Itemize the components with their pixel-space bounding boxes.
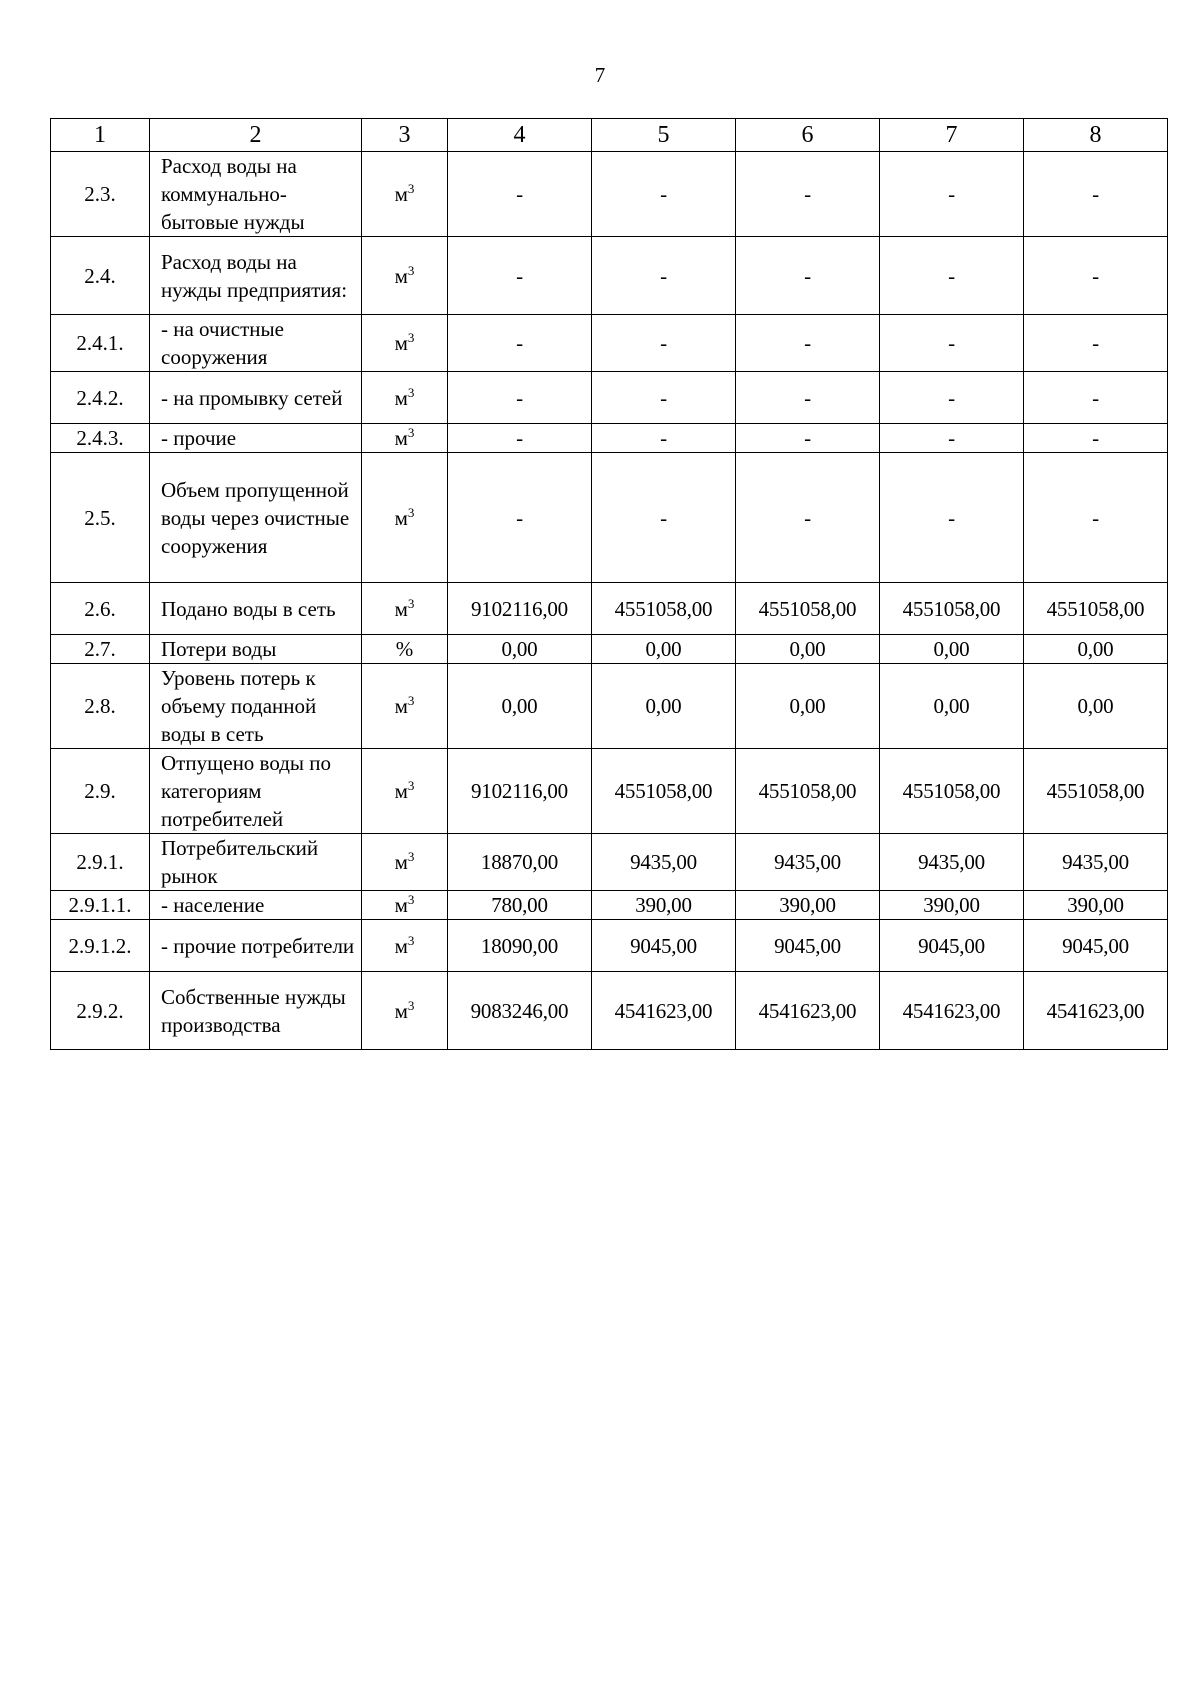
row-value: 390,00 bbox=[592, 891, 736, 920]
row-value: - bbox=[880, 152, 1024, 237]
column-header: 5 bbox=[592, 119, 736, 152]
row-value: 4551058,00 bbox=[880, 583, 1024, 635]
unit-superscript: 3 bbox=[407, 504, 415, 520]
row-value: - bbox=[592, 424, 736, 453]
row-value: - bbox=[880, 453, 1024, 583]
unit-base: м bbox=[394, 182, 408, 206]
unit-superscript: 3 bbox=[407, 262, 415, 278]
row-value: 9045,00 bbox=[1024, 920, 1168, 972]
row-value: 390,00 bbox=[880, 891, 1024, 920]
unit-superscript: 3 bbox=[407, 932, 415, 948]
row-unit bbox=[362, 972, 448, 1050]
row-value: - bbox=[448, 372, 592, 424]
row-code: 2.9.2. bbox=[51, 972, 150, 1050]
row-unit bbox=[362, 315, 448, 372]
row-unit bbox=[362, 372, 448, 424]
row-value: - bbox=[448, 315, 592, 372]
table-row bbox=[51, 372, 1168, 424]
column-header: 7 bbox=[880, 119, 1024, 152]
row-name: - прочие потребители bbox=[150, 920, 362, 972]
unit-base: м bbox=[394, 331, 408, 355]
table-row bbox=[51, 237, 1168, 315]
row-name: Уровень потерь к объему поданной воды в сеть bbox=[150, 664, 362, 749]
unit-superscript: 3 bbox=[407, 595, 415, 611]
row-unit bbox=[362, 749, 448, 834]
row-value: - bbox=[880, 237, 1024, 315]
row-value: 780,00 bbox=[448, 891, 592, 920]
row-unit bbox=[362, 664, 448, 749]
row-value: - bbox=[1024, 315, 1168, 372]
row-value: - bbox=[1024, 453, 1168, 583]
row-value: 18870,00 bbox=[448, 834, 592, 891]
row-value: 4551058,00 bbox=[736, 583, 880, 635]
row-value: 0,00 bbox=[448, 635, 592, 664]
unit-base: м bbox=[394, 505, 408, 530]
row-name: Отпущено воды по категориям потребителей bbox=[150, 749, 362, 834]
table-body bbox=[51, 152, 1168, 1050]
row-value: 4551058,00 bbox=[592, 583, 736, 635]
column-header: 2 bbox=[150, 119, 362, 152]
row-value: 4551058,00 bbox=[1024, 583, 1168, 635]
row-value: 0,00 bbox=[592, 635, 736, 664]
unit-base: % bbox=[395, 637, 414, 661]
row-value: 0,00 bbox=[736, 635, 880, 664]
row-code: 2.4.1. bbox=[51, 315, 150, 372]
row-code: 2.7. bbox=[51, 635, 150, 664]
row-unit bbox=[362, 635, 448, 664]
table-row bbox=[51, 972, 1168, 1050]
row-code: 2.9.1.1. bbox=[51, 891, 150, 920]
row-name: - на очистные сооружения bbox=[150, 315, 362, 372]
row-value: 9045,00 bbox=[592, 920, 736, 972]
unit-superscript: 3 bbox=[407, 330, 415, 345]
row-value: 9435,00 bbox=[736, 834, 880, 891]
row-value: - bbox=[880, 424, 1024, 453]
row-value: 4541623,00 bbox=[880, 972, 1024, 1050]
row-value: - bbox=[448, 424, 592, 453]
column-number-row bbox=[51, 119, 1168, 152]
row-code: 2.9.1.2. bbox=[51, 920, 150, 972]
row-name: Потребительский рынок bbox=[150, 834, 362, 891]
row-value: 18090,00 bbox=[448, 920, 592, 972]
row-name: Расход воды на коммунально-бытовые нужды bbox=[150, 152, 362, 237]
row-code: 2.8. bbox=[51, 664, 150, 749]
row-value: 9102116,00 bbox=[448, 583, 592, 635]
row-value: 390,00 bbox=[1024, 891, 1168, 920]
row-unit bbox=[362, 424, 448, 453]
unit-superscript: 3 bbox=[407, 892, 415, 907]
table-row bbox=[51, 635, 1168, 664]
row-value: 0,00 bbox=[880, 635, 1024, 664]
row-unit bbox=[362, 152, 448, 237]
unit-base: м bbox=[394, 426, 408, 450]
table-row bbox=[51, 664, 1168, 749]
row-value: - bbox=[736, 372, 880, 424]
row-value: 9435,00 bbox=[592, 834, 736, 891]
row-value: - bbox=[1024, 237, 1168, 315]
row-value: - bbox=[736, 237, 880, 315]
unit-superscript: 3 bbox=[407, 425, 415, 440]
unit-superscript: 3 bbox=[407, 181, 415, 196]
column-header: 3 bbox=[362, 119, 448, 152]
row-name: - прочие bbox=[150, 424, 362, 453]
row-name: Собственные нужды производства bbox=[150, 972, 362, 1050]
row-value: - bbox=[448, 152, 592, 237]
table-row bbox=[51, 920, 1168, 972]
row-value: - bbox=[1024, 152, 1168, 237]
column-header: 4 bbox=[448, 119, 592, 152]
row-value: 4551058,00 bbox=[736, 749, 880, 834]
row-unit bbox=[362, 453, 448, 583]
row-code: 2.4. bbox=[51, 237, 150, 315]
row-value: - bbox=[592, 152, 736, 237]
unit-base: м bbox=[394, 933, 408, 958]
row-value: - bbox=[448, 237, 592, 315]
row-value: 4541623,00 bbox=[592, 972, 736, 1050]
row-name: - население bbox=[150, 891, 362, 920]
row-code: 2.4.2. bbox=[51, 372, 150, 424]
table-row bbox=[51, 152, 1168, 237]
column-header: 1 bbox=[51, 119, 150, 152]
row-value: 0,00 bbox=[448, 664, 592, 749]
row-value: - bbox=[1024, 372, 1168, 424]
row-value: - bbox=[592, 453, 736, 583]
row-value: - bbox=[880, 315, 1024, 372]
row-value: 0,00 bbox=[592, 664, 736, 749]
row-unit bbox=[362, 583, 448, 635]
row-unit bbox=[362, 237, 448, 315]
row-value: 9045,00 bbox=[736, 920, 880, 972]
row-code: 2.5. bbox=[51, 453, 150, 583]
row-name: Объем пропущенной воды через очистные сооружения bbox=[150, 453, 362, 583]
row-code: 2.9.1. bbox=[51, 834, 150, 891]
row-name: - на промывку сетей bbox=[150, 372, 362, 424]
row-code: 2.4.3. bbox=[51, 424, 150, 453]
row-value: - bbox=[592, 315, 736, 372]
row-value: - bbox=[1024, 424, 1168, 453]
unit-base: м bbox=[394, 263, 408, 288]
row-value: 9102116,00 bbox=[448, 749, 592, 834]
column-header: 8 bbox=[1024, 119, 1168, 152]
row-name: Подано воды в сеть bbox=[150, 583, 362, 635]
table-row bbox=[51, 424, 1168, 453]
row-value: 4551058,00 bbox=[592, 749, 736, 834]
row-name: Расход воды на нужды предприятия: bbox=[150, 237, 362, 315]
row-value: 0,00 bbox=[736, 664, 880, 749]
row-value: 9083246,00 bbox=[448, 972, 592, 1050]
unit-base: м bbox=[394, 385, 408, 410]
table-row bbox=[51, 891, 1168, 920]
row-value: 0,00 bbox=[1024, 635, 1168, 664]
table-row bbox=[51, 315, 1168, 372]
unit-base: м bbox=[394, 694, 408, 718]
row-value: - bbox=[736, 453, 880, 583]
row-code: 2.3. bbox=[51, 152, 150, 237]
row-value: 4551058,00 bbox=[880, 749, 1024, 834]
row-value: 4541623,00 bbox=[1024, 972, 1168, 1050]
row-value: 9435,00 bbox=[1024, 834, 1168, 891]
unit-superscript: 3 bbox=[407, 384, 415, 400]
row-value: - bbox=[736, 152, 880, 237]
row-value: - bbox=[448, 453, 592, 583]
table-row bbox=[51, 749, 1168, 834]
unit-base: м bbox=[394, 596, 408, 621]
row-unit bbox=[362, 891, 448, 920]
row-unit bbox=[362, 920, 448, 972]
row-value: - bbox=[592, 372, 736, 424]
table-row bbox=[51, 834, 1168, 891]
indicators-table bbox=[50, 118, 1168, 1050]
row-value: - bbox=[880, 372, 1024, 424]
row-value: 4541623,00 bbox=[736, 972, 880, 1050]
row-value: - bbox=[592, 237, 736, 315]
row-code: 2.6. bbox=[51, 583, 150, 635]
row-value: 9435,00 bbox=[880, 834, 1024, 891]
row-value: 4551058,00 bbox=[1024, 749, 1168, 834]
row-value: - bbox=[736, 424, 880, 453]
row-value: 0,00 bbox=[880, 664, 1024, 749]
row-value: 390,00 bbox=[736, 891, 880, 920]
row-value: 9045,00 bbox=[880, 920, 1024, 972]
unit-superscript: 3 bbox=[407, 693, 415, 708]
unit-superscript: 3 bbox=[407, 778, 415, 793]
unit-superscript: 3 bbox=[407, 849, 415, 864]
page-number: 7 bbox=[594, 63, 606, 87]
table-row bbox=[51, 583, 1168, 635]
unit-base: м bbox=[394, 850, 408, 874]
unit-superscript: 3 bbox=[407, 997, 415, 1013]
unit-base: м bbox=[394, 893, 408, 917]
table-row bbox=[51, 453, 1168, 583]
column-header: 6 bbox=[736, 119, 880, 152]
row-unit bbox=[362, 834, 448, 891]
row-value: - bbox=[736, 315, 880, 372]
unit-base: м bbox=[394, 998, 408, 1023]
row-name: Потери воды bbox=[150, 635, 362, 664]
row-value: 0,00 bbox=[1024, 664, 1168, 749]
unit-base: м bbox=[394, 779, 408, 803]
row-code: 2.9. bbox=[51, 749, 150, 834]
